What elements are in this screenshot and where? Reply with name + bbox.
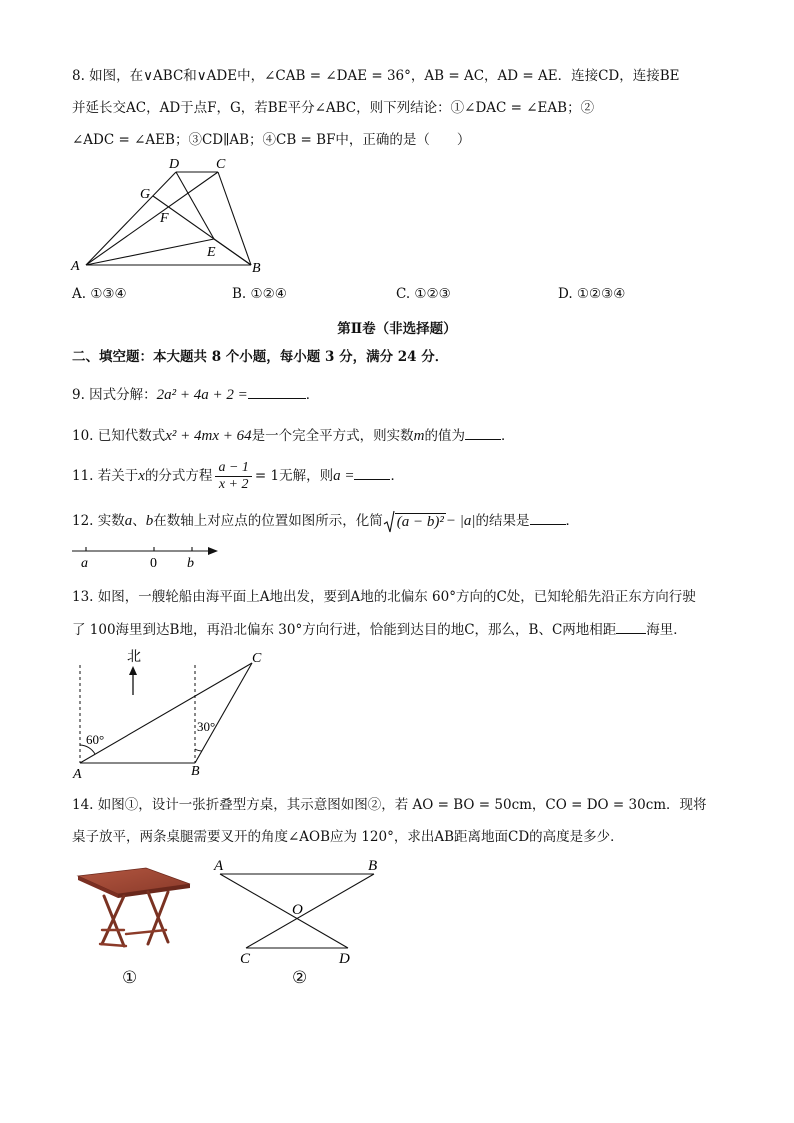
- label-B14: B: [368, 858, 378, 874]
- q10-middle: 是一个完全平方式，则实数: [251, 428, 414, 444]
- q10-var: m: [413, 428, 425, 444]
- radical-sign-icon: [383, 510, 395, 534]
- q11-denominator: x + 2: [218, 477, 249, 492]
- q11-end: ．: [390, 468, 404, 484]
- q12-sep: 、: [132, 513, 146, 529]
- q10-expr: x² + 4mx + 64: [165, 428, 252, 444]
- q10: [72, 425, 515, 446]
- q12-blank: [530, 510, 566, 525]
- angle-30-label: 30°: [197, 719, 216, 734]
- q11-eq: = 1无解，则: [254, 468, 334, 484]
- q13-figure: [66, 645, 276, 785]
- label-C13: C: [252, 651, 262, 666]
- q9-blank: [248, 384, 306, 399]
- axis-arrow-icon: [208, 547, 218, 555]
- q12: [72, 508, 579, 535]
- axis-label-b: b: [187, 556, 194, 571]
- label-G: G: [140, 187, 151, 202]
- label-E: E: [207, 245, 216, 260]
- part2-heading: 二、填空题：本大题共 8 个小题，每小题 3 分，满分 24 分．: [72, 349, 449, 365]
- folding-table-photo: [72, 862, 192, 957]
- q12-a: a: [124, 513, 133, 529]
- q12-suffix: 的结果是: [475, 513, 530, 529]
- caption-2: ②: [292, 968, 308, 988]
- q11-middle: 的分式方程: [144, 468, 213, 484]
- q8-line2: 并延长交AC，AD于点F，G，若BE平分∠ABC，则下列结论：①∠DAC = ∠EAB；②: [72, 100, 595, 116]
- label-B13: B: [191, 764, 200, 779]
- q9-expr: 2a² + 4a + 2 =: [156, 387, 248, 403]
- label-A: A: [71, 259, 80, 274]
- q11-blank: [354, 465, 390, 480]
- q8-line1: 8. 如图，在∨ABC和∨ADE中，∠CAB = ∠DAE = 36°，AB = AC，AD = AE．连接CD，连接BE: [72, 68, 680, 84]
- q14-line2: 桌子放平，两条桌腿需要叉开的角度∠AOB应为 120°，求出AB距离地面CD的高度是多少．: [72, 829, 624, 845]
- north-arrow-icon: [129, 666, 137, 675]
- q9: [72, 384, 319, 405]
- q12-middle: 在数轴上对应点的位置如图所示，化简: [153, 513, 383, 529]
- q14-diagram: [208, 854, 388, 969]
- north-label: 北: [127, 650, 141, 665]
- q12-number-line: [70, 540, 222, 572]
- label-A13: A: [73, 767, 82, 782]
- q11-var: x: [138, 468, 145, 484]
- q12-sqrt: [383, 509, 446, 535]
- label-O14: O: [292, 902, 303, 918]
- q11-prefix: 11. 若关于: [72, 468, 139, 484]
- q8-option-a: A. ①③④: [72, 286, 127, 302]
- q11-numerator: a − 1: [215, 460, 251, 477]
- label-C: C: [216, 157, 226, 172]
- q13-line2b: 海里．: [646, 622, 687, 638]
- q11: [72, 458, 404, 494]
- q8-option-c: C. ①②③: [396, 286, 451, 302]
- q9-end: ．: [305, 387, 320, 403]
- q12-abs: − |a|: [445, 513, 476, 529]
- label-B: B: [252, 261, 261, 276]
- q13-blank: [616, 619, 646, 634]
- q8-option-d: D. ①②③④: [558, 286, 626, 302]
- label-F: F: [160, 211, 169, 226]
- q8-figure: [66, 152, 276, 277]
- q10-blank: [465, 425, 501, 440]
- q12-end: ．: [565, 513, 579, 529]
- q9-prefix: 9. 因式分解：: [72, 387, 157, 403]
- q14-line1: 14. 如图①，设计一张折叠型方桌，其示意图如图②，若 AO = BO = 50cm，CO = DO = 30cm．现将: [72, 797, 707, 813]
- q12-b: b: [145, 513, 154, 529]
- q13-line2a: 了 100海里到达B地，再沿北偏东 30°方向行进，恰能到达目的地C，那么，B、C两地相距: [72, 622, 617, 638]
- caption-1: ①: [122, 968, 138, 988]
- label-D14: D: [339, 951, 350, 967]
- q10-end: ．: [501, 428, 515, 444]
- q13-line1: 13. 如图，一艘轮船由海平面上A地出发，要到A地的北偏东 60°方向的C处，已知轮船先沿正东方向行驶: [72, 589, 696, 605]
- label-A14: A: [214, 858, 224, 874]
- q10-prefix: 10. 已知代数式: [72, 428, 166, 444]
- section2-title: 第Ⅱ卷（非选择题）: [337, 321, 457, 337]
- q8-line3: ∠ADC = ∠AEB；③CD∥AB；④CB = BF中，正确的是（ ）: [72, 132, 471, 148]
- q10-suffix: 的值为: [424, 428, 465, 444]
- q11-fraction: [215, 460, 251, 493]
- label-C14: C: [240, 951, 251, 967]
- angle-60-label: 60°: [86, 732, 105, 747]
- q11-var2: a =: [333, 468, 355, 484]
- axis-label-a: a: [81, 556, 88, 571]
- q8-option-b: B. ①②④: [232, 286, 287, 302]
- q12-radicand: (a − b)²: [396, 513, 444, 530]
- axis-label-zero: 0: [150, 556, 157, 571]
- q12-prefix: 12. 实数: [72, 513, 125, 529]
- label-D: D: [169, 157, 180, 172]
- q13-line2: [72, 619, 687, 640]
